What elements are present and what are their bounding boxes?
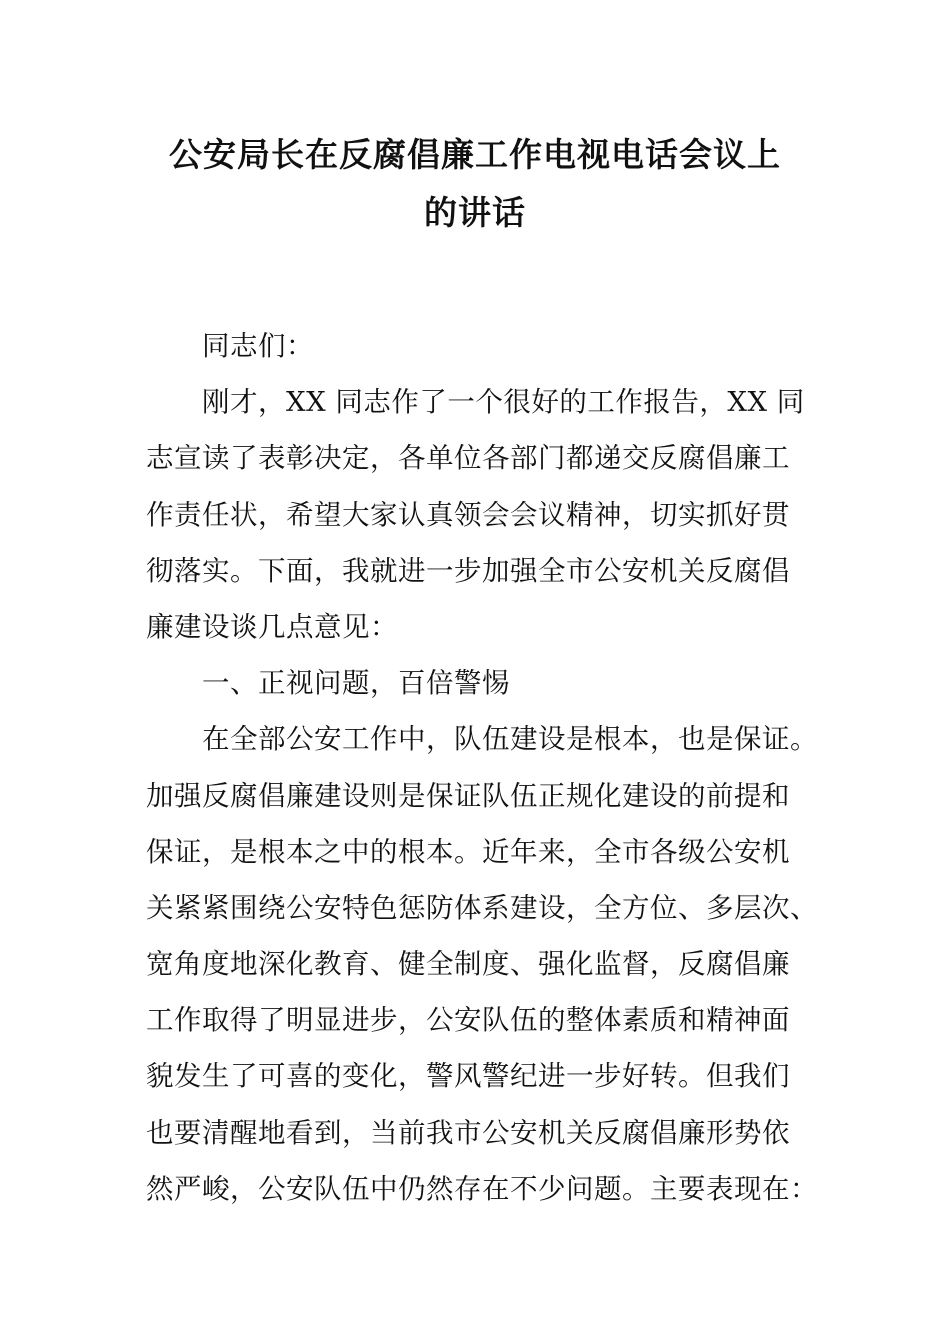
paragraph-line: 在全部公安工作中，队伍建设是根本，也是保证。 [202,723,818,756]
intro-paragraph [146,374,846,655]
paragraph-line: 宽角度地深化教育、健全制度、强化监督，反腐倡廉 [146,948,790,981]
paragraph-line: 加强反腐倡廉建设则是保证队伍正规化建设的前提和 [146,779,790,812]
section-heading-text: 一、正视问题，百倍警惕 [202,667,510,700]
paragraph-line: 彻落实。下面，我就进一步加强全市公安机关反腐倡 [146,554,790,587]
greeting-text: 同志们： [202,330,314,362]
paragraph-line: 工作取得了明显进步，公安队伍的整体素质和精神面 [146,1004,790,1037]
paragraph-line: 也要清醒地看到，当前我市公安机关反腐倡廉形势依 [146,1116,790,1149]
greeting-paragraph [146,318,846,374]
paragraph-line: 作责任状，希望大家认真领会会议精神，切实抓好贯 [146,498,790,531]
paragraph-line: 然严峻，公安队伍中仍然存在不少问题。主要表现在： [146,1172,818,1205]
paragraph-line: 貌发生了可喜的变化，警风警纪进一步好转。但我们 [146,1060,790,1093]
document-title-line-2: 的讲话 [424,193,526,232]
paragraph-line: 保证，是根本之中的根本。近年来，全市各级公安机 [146,835,790,868]
document-title-line-1: 公安局长在反腐倡廉工作电视电话会议上 [169,135,781,174]
paragraph-line: 刚才，XX 同志作了一个很好的工作报告，XX 同 [202,386,805,419]
paragraph-line: 志宣读了表彰决定，各单位各部门都递交反腐倡廉工 [146,442,790,475]
section-heading-1 [146,655,846,711]
paragraph-line: 关紧紧围绕公安特色惩防体系建设，全方位、多层次、 [146,891,818,924]
paragraph-line: 廉建设谈几点意见： [146,610,398,643]
section-paragraph [146,711,846,1217]
document-body [146,318,846,1217]
